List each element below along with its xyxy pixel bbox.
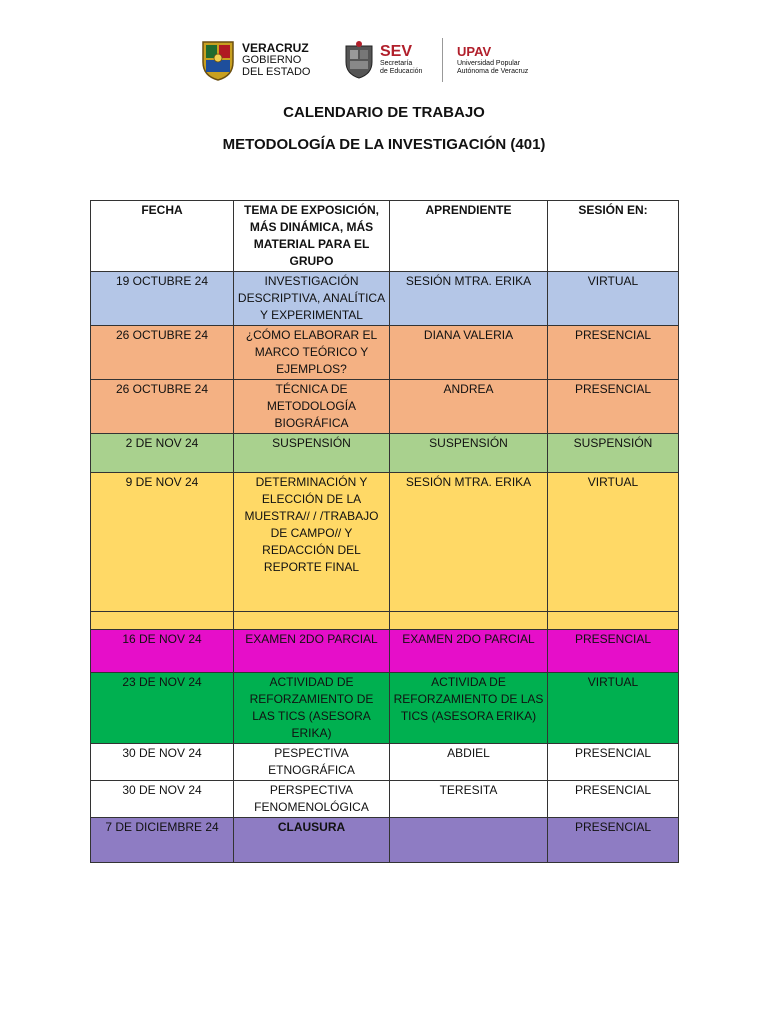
cell-tema: PESPECTIVA ETNOGRÁFICA [234,744,390,781]
cell-sesion: PRESENCIAL [548,818,679,863]
cell-sesion: VIRTUAL [548,473,679,612]
cell-tema: CLAUSURA [234,818,390,863]
table-row [91,272,679,326]
table-row [91,473,679,612]
table-row [91,818,679,863]
header-tema: TEMA DE EXPOSICIÓN, MÁS DINÁMICA, MÁS MATERIAL PARA EL GRUPO [234,201,390,272]
document-title: CALENDARIO DE TRABAJO [283,104,485,121]
veracruz-shield-icon [200,38,236,82]
cell-tema: EXAMEN 2DO PARCIAL [234,630,390,673]
cell-fecha: 23 DE NOV 24 [91,673,234,744]
cell-tema: TÉCNICA DE METODOLOGÍA BIOGRÁFICA [234,380,390,434]
header-fecha: FECHA [91,201,234,272]
cell-fecha: 2 DE NOV 24 [91,434,234,473]
cell-aprendiente: DIANA VALERIA [390,326,548,380]
cell-sesion: SUSPENSIÓN [548,434,679,473]
upav-acronym: UPAV [457,44,492,59]
cell-fecha: 30 DE NOV 24 [91,781,234,818]
table-header-row [91,201,679,272]
cell-aprendiente: EXAMEN 2DO PARCIAL [390,630,548,673]
cell-aprendiente: SUSPENSIÓN [390,434,548,473]
cell-fecha: 30 DE NOV 24 [91,744,234,781]
sev-emblem-icon [342,40,376,80]
document-subtitle: METODOLOGÍA DE LA INVESTIGACIÓN (401) [222,136,546,153]
sev-acronym: SEV [380,43,413,60]
upav-logo [442,30,528,90]
cell-sesion: PRESENCIAL [548,380,679,434]
header-aprendiente: APRENDIENTE [390,201,548,272]
upav-line2: Autónoma de Veracruz [457,68,529,75]
cell-fecha: 19 OCTUBRE 24 [91,272,234,326]
logo-divider [442,38,443,82]
cell-aprendiente: ABDIEL [390,744,548,781]
cell-fecha [91,612,234,630]
cell-tema: SUSPENSIÓN [234,434,390,473]
header-sesion: SESIÓN EN: [548,201,679,272]
cell-tema: PERSPECTIVA FENOMENOLÓGICA [234,781,390,818]
upav-line1: Universidad Popular [457,60,521,67]
cell-fecha: 7 DE DICIEMBRE 24 [91,818,234,863]
table-row [91,380,679,434]
cell-fecha: 26 OCTUBRE 24 [91,326,234,380]
sev-logo [342,30,422,90]
cell-sesion: PRESENCIAL [548,744,679,781]
cell-tema: INVESTIGACIÓN DESCRIPTIVA, ANALÍTICA Y EXPERIMENTAL [234,272,390,326]
cell-tema: DETERMINACIÓN Y ELECCIÓN DE LA MUESTRA// / /TRABAJO DE CAMPO// Y REDACCIÓN DEL REPORTE FINAL [234,473,390,612]
table-row [91,434,679,473]
table-row [91,326,679,380]
veracruz-name: VERACRUZ [242,41,309,55]
cell-tema: ¿CÓMO ELABORAR EL MARCO TEÓRICO Y EJEMPLOS? [234,326,390,380]
table-row [91,630,679,673]
cell-aprendiente [390,818,548,863]
cell-sesion: PRESENCIAL [548,781,679,818]
veracruz-logo [200,30,310,90]
table-row [91,673,679,744]
cell-fecha: 9 DE NOV 24 [91,473,234,612]
cell-sesion: PRESENCIAL [548,630,679,673]
sev-educacion: de Educación [380,68,423,75]
cell-tema [234,612,390,630]
header-logos [0,30,768,90]
cell-aprendiente: SESIÓN MTRA. ERIKA [390,473,548,612]
table-row [91,612,679,630]
cell-sesion [548,612,679,630]
cell-fecha: 26 OCTUBRE 24 [91,380,234,434]
cell-aprendiente: TERESITA [390,781,548,818]
cell-aprendiente: SESIÓN MTRA. ERIKA [390,272,548,326]
table-row [91,744,679,781]
cell-aprendiente: ACTIVIDA DE REFORZAMIENTO DE LAS TICS (ASESORA ERIKA) [390,673,548,744]
gobierno-label: GOBIERNO [242,54,302,66]
table-row [91,781,679,818]
sev-secretaria: Secretaría [380,60,413,67]
calendar-table [90,200,679,863]
cell-aprendiente [390,612,548,630]
cell-tema: ACTIVIDAD DE REFORZAMIENTO DE LAS TICS (ASESORA ERIKA) [234,673,390,744]
del-estado-label: DEL ESTADO [242,66,311,78]
cell-aprendiente: ANDREA [390,380,548,434]
cell-fecha: 16 DE NOV 24 [91,630,234,673]
cell-sesion: PRESENCIAL [548,326,679,380]
cell-sesion: VIRTUAL [548,673,679,744]
cell-sesion: VIRTUAL [548,272,679,326]
